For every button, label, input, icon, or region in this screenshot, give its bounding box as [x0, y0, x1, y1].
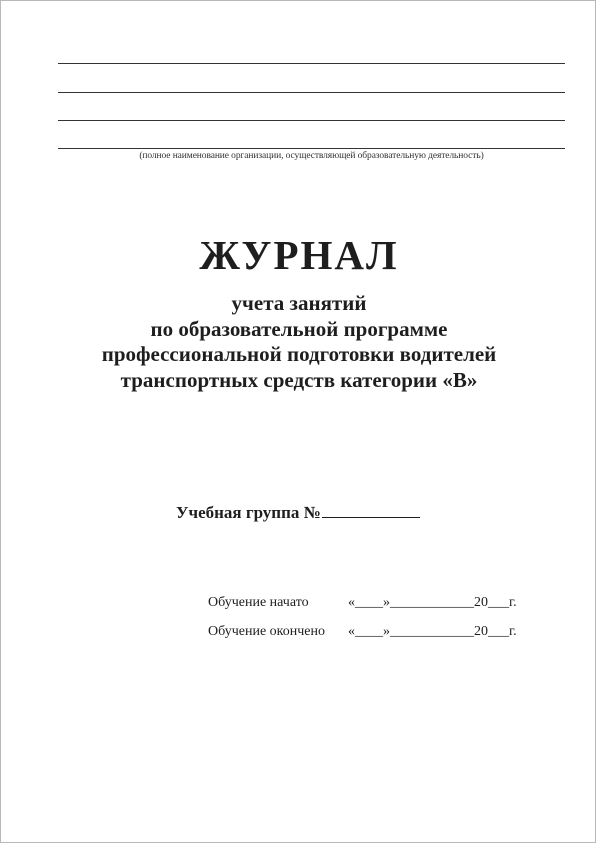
journal-title: ЖУРНАЛ — [199, 232, 399, 278]
training-finished-date: «____»____________20___г. — [348, 624, 517, 639]
study-group — [176, 503, 420, 523]
training-started-date: «____»____________20___г. — [348, 595, 517, 610]
subtitle-line: транспортных средств категории «В» — [120, 367, 478, 392]
organization-caption: (полное наименование организации, осуществляющей образовательную деятельность) — [139, 151, 484, 161]
training-finished-label: Обучение окончено — [208, 624, 325, 639]
subtitle-line: по образовательной программе — [150, 316, 448, 341]
journal-subtitle — [1, 291, 596, 393]
subtitle-line: учета занятий — [231, 291, 367, 315]
study-group-number-blank — [322, 517, 420, 518]
training-finished-row — [208, 624, 517, 640]
training-started-label: Обучение начато — [208, 595, 309, 610]
organization-name-line-4 — [58, 148, 565, 149]
organization-name-line-2 — [58, 92, 565, 93]
training-started-row — [208, 595, 517, 611]
study-group-label: Учебная группа № — [176, 503, 321, 522]
subtitle-line: профессиональной подготовки водителей — [101, 342, 497, 366]
organization-name-line-1 — [58, 63, 565, 64]
organization-name-line-3 — [58, 120, 565, 121]
